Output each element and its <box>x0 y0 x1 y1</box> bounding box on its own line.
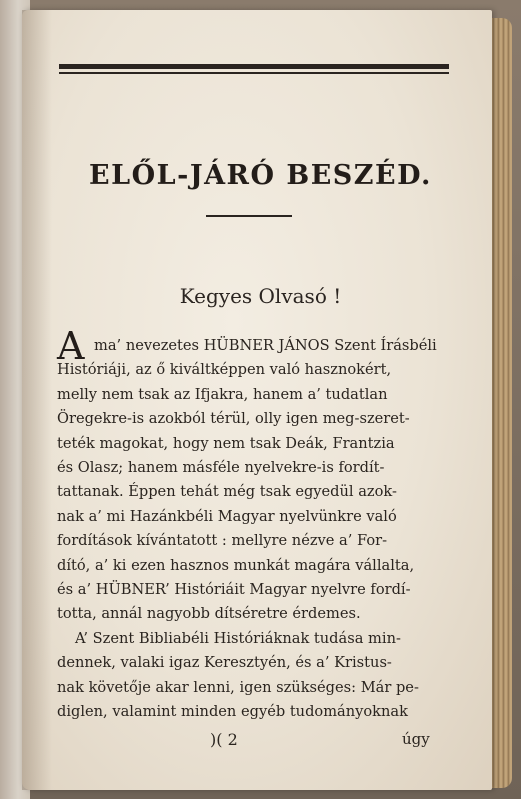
drop-cap: A <box>57 324 85 368</box>
gutter-shadow <box>22 10 52 790</box>
salutation-heading: Kegyes Olvasó ! <box>179 284 342 308</box>
text-line: tattanak. Éppen tehát még tsak egyedül azok- <box>57 483 397 501</box>
text-line: Öregekre-is azokból térül, olly igen meg-szeret- <box>57 410 410 428</box>
page-title: ELŐL-JÁRÓ BESZÉD. <box>89 160 432 191</box>
text-line: fordítások kívántatott : mellyre nézve a’ For- <box>57 532 388 550</box>
signature-mark: )( 2 <box>210 730 238 749</box>
text-line: Históriáji, az ő kiváltképpen való hasznokért, <box>57 361 392 379</box>
text-line: totta, annál nagyobb dítséretre érdemes. <box>57 605 361 623</box>
text-line: és a’ HÜBNER’ Históriáit Magyar nyelvre fordí- <box>57 581 411 598</box>
text-line: nak a’ mi Hazánkbéli Magyar nyelvünkre való <box>57 507 397 525</box>
text-line: teték magokat, hogy nem tsak Deák, Frantzia <box>57 434 395 452</box>
text-line: A’ Szent Bibliabéli Históriáknak tudása min- <box>75 629 401 647</box>
rule-thin-line <box>59 72 449 74</box>
catchword: úgy <box>402 730 430 748</box>
text-line: melly nem tsak az Ifjakra, hanem a’ tudatlan <box>57 385 388 403</box>
text-line: nak követője akar lenni, igen szükséges: Már pe- <box>57 678 419 696</box>
text-line: dító, a’ ki ezen hasznos munkát magára vállalta, <box>57 556 415 574</box>
text-line: diglen, valamint minden egyéb tudományoknak <box>57 703 408 720</box>
text-line: és Olasz; hanem másféle nyelvekre-is fordít- <box>57 459 385 476</box>
title-underline-rule <box>206 215 292 217</box>
text-line: ma’ nevezetes HÜBNER JÁNOS Szent Írásbéli <box>94 337 437 354</box>
text-line: dennek, valaki igaz Keresztyén, és a’ Kristus- <box>57 654 392 672</box>
top-ornamental-rule <box>59 64 449 76</box>
rule-thick-line <box>59 64 449 69</box>
